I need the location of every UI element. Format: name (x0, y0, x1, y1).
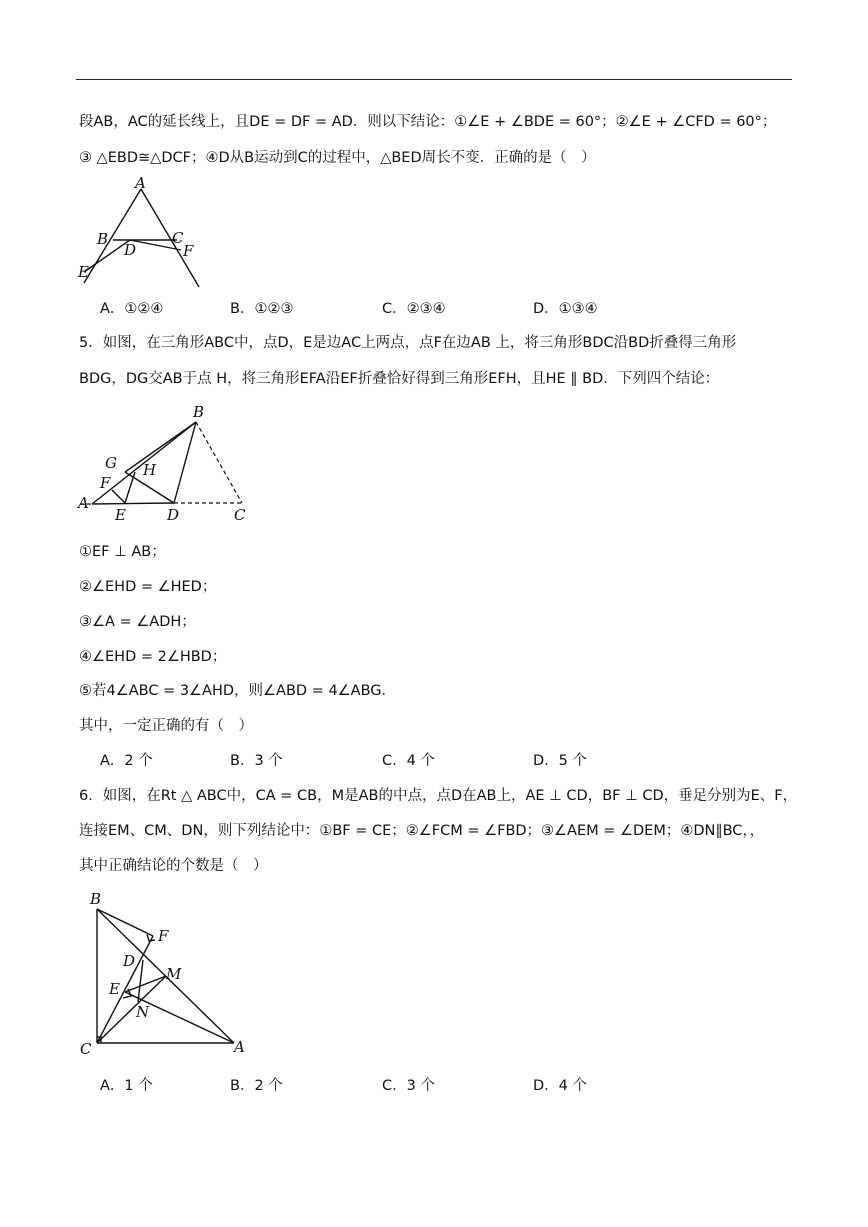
q5-option-a[interactable]: A．2 个 (100, 753, 153, 769)
q6-option-d[interactable]: D．4 个 (533, 1078, 587, 1094)
q5-option-b[interactable]: B．3 个 (230, 753, 283, 769)
q5-label-a: A (78, 494, 89, 512)
q4-text-line-1: 段AB，AC的延长线上，且DE = DF = AD．则以下结论：①∠E + ∠BDE = 60°；②∠E + ∠CFD = 60°； (79, 114, 777, 130)
q6-label-d: D (123, 952, 136, 970)
q6-label-e: E (109, 980, 120, 998)
q5-label-b: B (193, 403, 205, 421)
q4-label-e: E (78, 263, 89, 281)
q4-option-b[interactable]: B．①②③ (230, 301, 294, 317)
q6-text-line-2: 连接EM、CM、DN，则下列结论中：①BF = CE；②∠FCM = ∠FBD；③∠AEM = ∠DEM；④DN∥BC，， (79, 823, 765, 839)
q4-label-c: C (172, 229, 184, 247)
q5-label-e: E (115, 506, 126, 524)
q5-conclusion-1: ①EF ⊥ AB； (79, 544, 166, 560)
q5-label-h: H (143, 461, 157, 479)
q6-label-n: N (136, 1003, 150, 1021)
q6-option-b[interactable]: B．2 个 (230, 1078, 283, 1094)
q5-text-line-2: BDG，DG交AB于点 H，将三角形EFA沿EF折叠恰好得到三角形EFH，且HE ∥ BD．下列四个结论： (79, 371, 720, 387)
q6-option-a[interactable]: A．1 个 (100, 1078, 153, 1094)
q5-label-d: D (167, 506, 180, 524)
q6-label-m: M (166, 965, 182, 983)
q4-option-c[interactable]: C．②③④ (382, 301, 446, 317)
q5-conclusion-4: ④∠EHD = 2∠HBD； (79, 649, 227, 665)
q6-label-a: A (234, 1038, 245, 1056)
q6-label-b: B (90, 890, 102, 908)
q5-label-f: F (100, 474, 111, 492)
q4-label-d: D (124, 241, 137, 259)
q5-option-c[interactable]: C．4 个 (382, 753, 435, 769)
q5-conclusion-3: ③∠A = ∠ADH； (79, 614, 196, 630)
q5-question: 其中，一定正确的有（ ） (79, 718, 253, 734)
q4-label-a: A (135, 174, 146, 192)
q4-text-line-2: ③ △EBD≅△DCF；④D从B运动到C的过程中，△BED周长不变．正确的是（ ） (79, 150, 596, 166)
q5-conclusion-5: ⑤若4∠ABC = 3∠AHD，则∠ABD = 4∠ABG． (79, 683, 397, 699)
q5-label-g: G (105, 454, 117, 472)
q4-label-f: F (183, 242, 194, 260)
q5-text-line-1: 5．如图，在三角形ABC中，点D，E是边AC上两点，点F在边AB 上，将三角形BDC沿BD折叠得三角形 (79, 335, 737, 351)
q6-label-f: F (158, 927, 169, 945)
q6-text-line-3: 其中正确结论的个数是（ ） (79, 858, 268, 874)
q5-option-d[interactable]: D．5 个 (533, 753, 587, 769)
q4-option-d[interactable]: D．①③④ (533, 301, 598, 317)
q6-label-c: C (80, 1040, 92, 1058)
q6-text-line-1: 6．如图，在Rt △ ABC中，CA = CB，M是AB的中点，点D在AB上，AE ⊥ CD，BF ⊥ CD，垂足分别为E、F， (79, 788, 798, 804)
q6-option-c[interactable]: C．3 个 (382, 1078, 435, 1094)
q4-option-a[interactable]: A．①②④ (100, 301, 164, 317)
q5-conclusion-2: ②∠EHD = ∠HED； (79, 579, 217, 595)
q5-label-c: C (234, 506, 246, 524)
q4-label-b: B (97, 230, 109, 248)
